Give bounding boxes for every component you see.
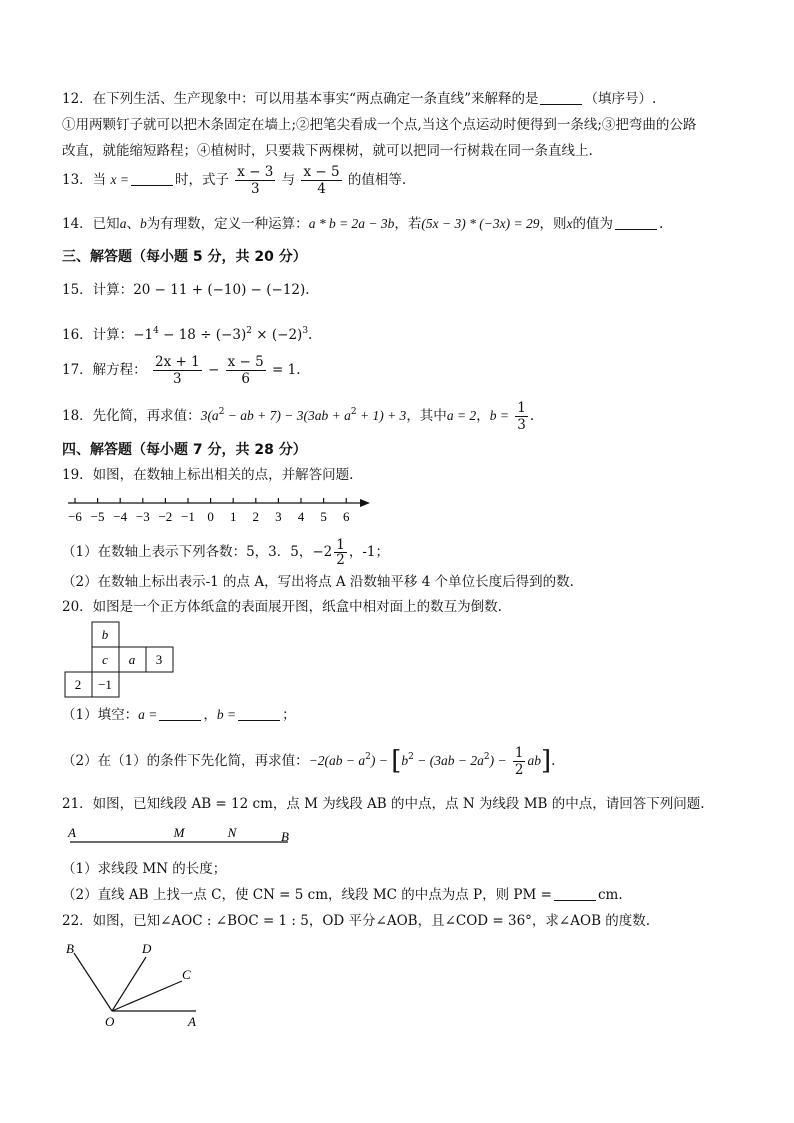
q18-where: ，其中 [406,408,447,424]
section-3-heading: 三、解答题（每小题 5 分，共 20 分） [62,249,307,265]
angle-label-a: A [188,1014,196,1029]
q19-p1-den: 2 [336,552,345,568]
q21-segment-figure [60,822,300,850]
q17-f1-num: 2x + 1 [154,354,200,370]
q20-half-den: 2 [514,762,524,778]
q16-exp1: 4 [153,326,159,336]
number-line-tick-label: −4 [113,509,128,524]
number-line-tick-label: −6 [68,509,82,524]
angle-label-o: O [105,1014,115,1029]
q22-angle-figure [60,935,220,1030]
cube-net-label-neg1: −1 [98,677,112,692]
q13-mid: 时，式子 [174,172,229,188]
q20-stem: 20．如图是一个正方体纸盒的表面展开图，纸盒中相对面上的数互为倒数. [62,599,502,615]
q21-stem: 21．如图，已知线段 AB = 12 cm，点 M 为线段 AB 的中点，点 N 为线段 MB 的中点，请回答下列问题. [62,796,705,812]
q17-f2-num: x − 5 [227,354,264,370]
q20-p2-label: （2）在（1）的条件下先化简，再求值： [62,753,309,769]
q20-b-blank[interactable] [238,706,280,721]
q19-p1-num: 1 [336,537,345,553]
q20-end: . [551,753,556,769]
q13-conj: 与 [281,172,296,188]
section-4-heading: 四、解答题（每小题 7 分，共 28 分） [62,442,307,458]
q20-expr-a: −2(ab − a [308,753,366,768]
q17 [62,354,300,387]
q20-exp3: 2 [483,752,490,762]
q19-p1-whole: −2 [312,544,333,560]
cube-net-label-2: 2 [74,677,82,692]
q19-number-line [60,493,380,527]
q15 [62,280,310,300]
q18-b-den: 3 [517,417,526,433]
q14-text-e: 的值为 [572,216,613,232]
number-line-tick-label: −3 [135,509,150,524]
q20-cube-net [60,620,180,700]
q15-end: . [305,282,310,298]
cube-net-label-a: a [128,652,136,667]
q20-right-bracket: ] [540,746,552,776]
number-line-tick-label: 4 [297,509,305,524]
q16-exp2: 2 [246,326,252,336]
q18-b-num: 1 [517,400,526,416]
q20-comma: ， [203,707,217,723]
q14-cond: (5x − 3) * (−3x) = 29 [421,216,540,231]
q21-part1: （1）求线段 MN 的长度； [62,861,227,877]
angle-label-d: D [142,941,152,956]
q20-left-bracket: [ [391,746,402,776]
q14-x: x [566,216,573,231]
ray-od [112,957,146,1011]
q14 [62,214,663,234]
number-line-tick-label: 2 [252,509,260,524]
q17-f1-den: 3 [173,371,182,387]
ray-oc [112,981,182,1011]
q14-text-b: 为有理数，定义一种运算： [146,216,309,232]
q13-fraction-2 [301,164,341,197]
q12-options-line1: ①用两颗钉子就可以把木条固定在墙上;②把笔尖看成一个点,当这个点运动时便得到一条线;③把弯曲的公路 [62,117,697,133]
q14-a: a [119,216,127,231]
cube-net-label-b: b [101,627,109,642]
q15-label: 15．计算： [62,282,134,298]
cube-net-label-c: c [102,652,108,667]
q20-a-blank[interactable] [159,706,201,721]
q17-fraction-2 [226,354,266,387]
ray-ob [74,953,112,1011]
q17-f2-den: 6 [241,371,250,387]
q20-b-eq: b = [216,707,237,722]
q20-part2 [62,745,555,778]
q18-label: 18．先化简，再求值： [62,408,201,424]
q15-expr: 20 − 11 + (−10) − (−12) [133,282,306,298]
q13-frac1-den: 3 [251,181,260,197]
q13-prefix: 13．当 [62,172,107,188]
q21-answer-blank[interactable] [554,886,596,901]
q20-expr-e: ) − [489,753,507,768]
q14-text-d: ，则 [539,216,567,232]
q14-b: b [139,216,147,231]
q13-fraction-1 [235,164,275,197]
q16-label: 16．计算： [62,327,134,343]
q18-exp2: 2 [350,407,357,417]
q16-expr-c: × (−2) [251,327,303,343]
q18-expr-b: − ab + 7) − 3(3ab + a [224,408,351,423]
number-line-tick-label: 1 [229,509,237,524]
q16-exp3: 3 [302,326,309,336]
number-line-arrow [360,499,370,507]
q20-exp1: 2 [365,752,371,762]
cube-net-label-3: 3 [155,652,163,667]
q14-text-a: 14．已知 [62,216,120,232]
number-line-tick-label: 5 [320,509,327,524]
q17-minus: − [207,362,220,378]
q18-comma: ， [476,408,490,424]
q13 [62,164,406,197]
q13-x-eq: x = [110,172,129,187]
q14-end: . [658,216,664,232]
segment-label-n: N [227,825,237,840]
segment-label-a: A [68,825,76,840]
q13-frac2-den: 4 [317,181,326,197]
q18-b-fraction [515,400,528,433]
q14-sep: 、 [126,216,140,232]
q18-exp1: 2 [218,407,225,417]
q14-answer-blank[interactable] [615,215,657,230]
q12-options-line2: 改直，就能缩短路程；④植树时，只要栽下两棵树，就可以把同一行树栽在同一条直线上. [62,143,593,159]
q20-p1-label: （1）填空： [62,707,139,723]
segment-label-m: M [173,825,185,840]
q20-half-fraction [513,745,526,778]
q16 [62,321,312,345]
number-line-ticks [68,498,350,524]
q20-expr-d: − (3ab − 2a [413,753,484,768]
angle-label-b: B [66,941,74,956]
q19-part1 [62,538,389,567]
q18-end: . [529,408,535,424]
q20-expr-c: b [401,753,409,768]
q17-fraction-1 [153,354,202,387]
q13-frac2-num: x − 5 [303,164,340,180]
q12-stem-text: 12．在下列生活、生产现象中：可以用基本事实“两点确定一条直线”来解释的是 [62,91,539,107]
q12-stem [62,89,656,109]
segment-label-b: B [281,829,289,844]
number-line-tick-label: −5 [90,509,105,524]
q13-frac1-num: x − 3 [237,164,274,180]
q20-part1 [62,705,296,725]
q18-expr-a: 3(a [200,408,219,423]
number-line-tick-label: −2 [158,509,173,524]
number-line-tick-label: 0 [207,509,214,524]
q14-text-c: ，若 [394,216,422,232]
q20-expr-b: ) − [370,753,392,768]
q13-suffix: 的值相等. [347,172,407,188]
q16-expr-b: − 18 ÷ (−3) [158,327,247,343]
q17-label: 17．解方程： [62,362,147,378]
number-line-tick-label: 3 [275,509,282,524]
q19-p1-text: （1）在数轴上表示下列各数：5，3．5， [62,544,313,560]
q20-exp2: 2 [408,752,414,762]
q16-expr-a: −1 [133,327,154,343]
q21-part2 [62,885,623,905]
q18 [62,400,534,433]
q19-mixed-number [312,537,349,568]
q19-stem: 19．如图，在数轴上标出相关的点，并解答问题. [62,467,354,483]
q16-end: . [308,327,313,343]
q20-semi: ； [282,707,296,723]
q22-stem: 22．如图，已知∠AOC : ∠BOC = 1 : 5，OD 平分∠AOB，且∠COD = 36°，求∠AOB 的度数. [62,913,651,929]
number-line-tick-label: −1 [181,509,195,524]
q19-p1-tail: ，-1； [348,544,390,560]
angle-label-c: C [182,967,191,982]
q20-expr-f: ab [527,753,541,768]
q20-half-num: 1 [514,745,524,761]
q21-p2-unit: cm. [597,887,623,903]
q13-answer-blank[interactable] [131,171,173,186]
q17-rhs: = 1 [271,362,297,378]
q14-op-def: a * b = 2a − 3b [308,216,395,231]
q17-end: . [296,362,301,378]
q20-a-eq: a = [138,707,158,722]
q18-expr-c: + 1) + 3 [356,408,407,423]
q12-stem-tail: （填序号）. [584,91,657,107]
q21-p2-text: （2）直线 AB 上找一点 C，使 CN = 5 cm，线段 MC 的中点为点 P，则 PM = [62,887,552,903]
q19-part2: （2）在数轴上标出表示-1 的点 A，写出将点 A 沿数轴平移 4 个单位长度后得到的数. [62,574,574,590]
q19-p1-fraction [334,538,347,567]
q18-b-eq: b = [489,408,509,423]
q12-answer-blank[interactable] [540,90,582,105]
number-line-tick-label: 6 [342,509,350,524]
q18-a-val: a = 2 [446,408,477,423]
